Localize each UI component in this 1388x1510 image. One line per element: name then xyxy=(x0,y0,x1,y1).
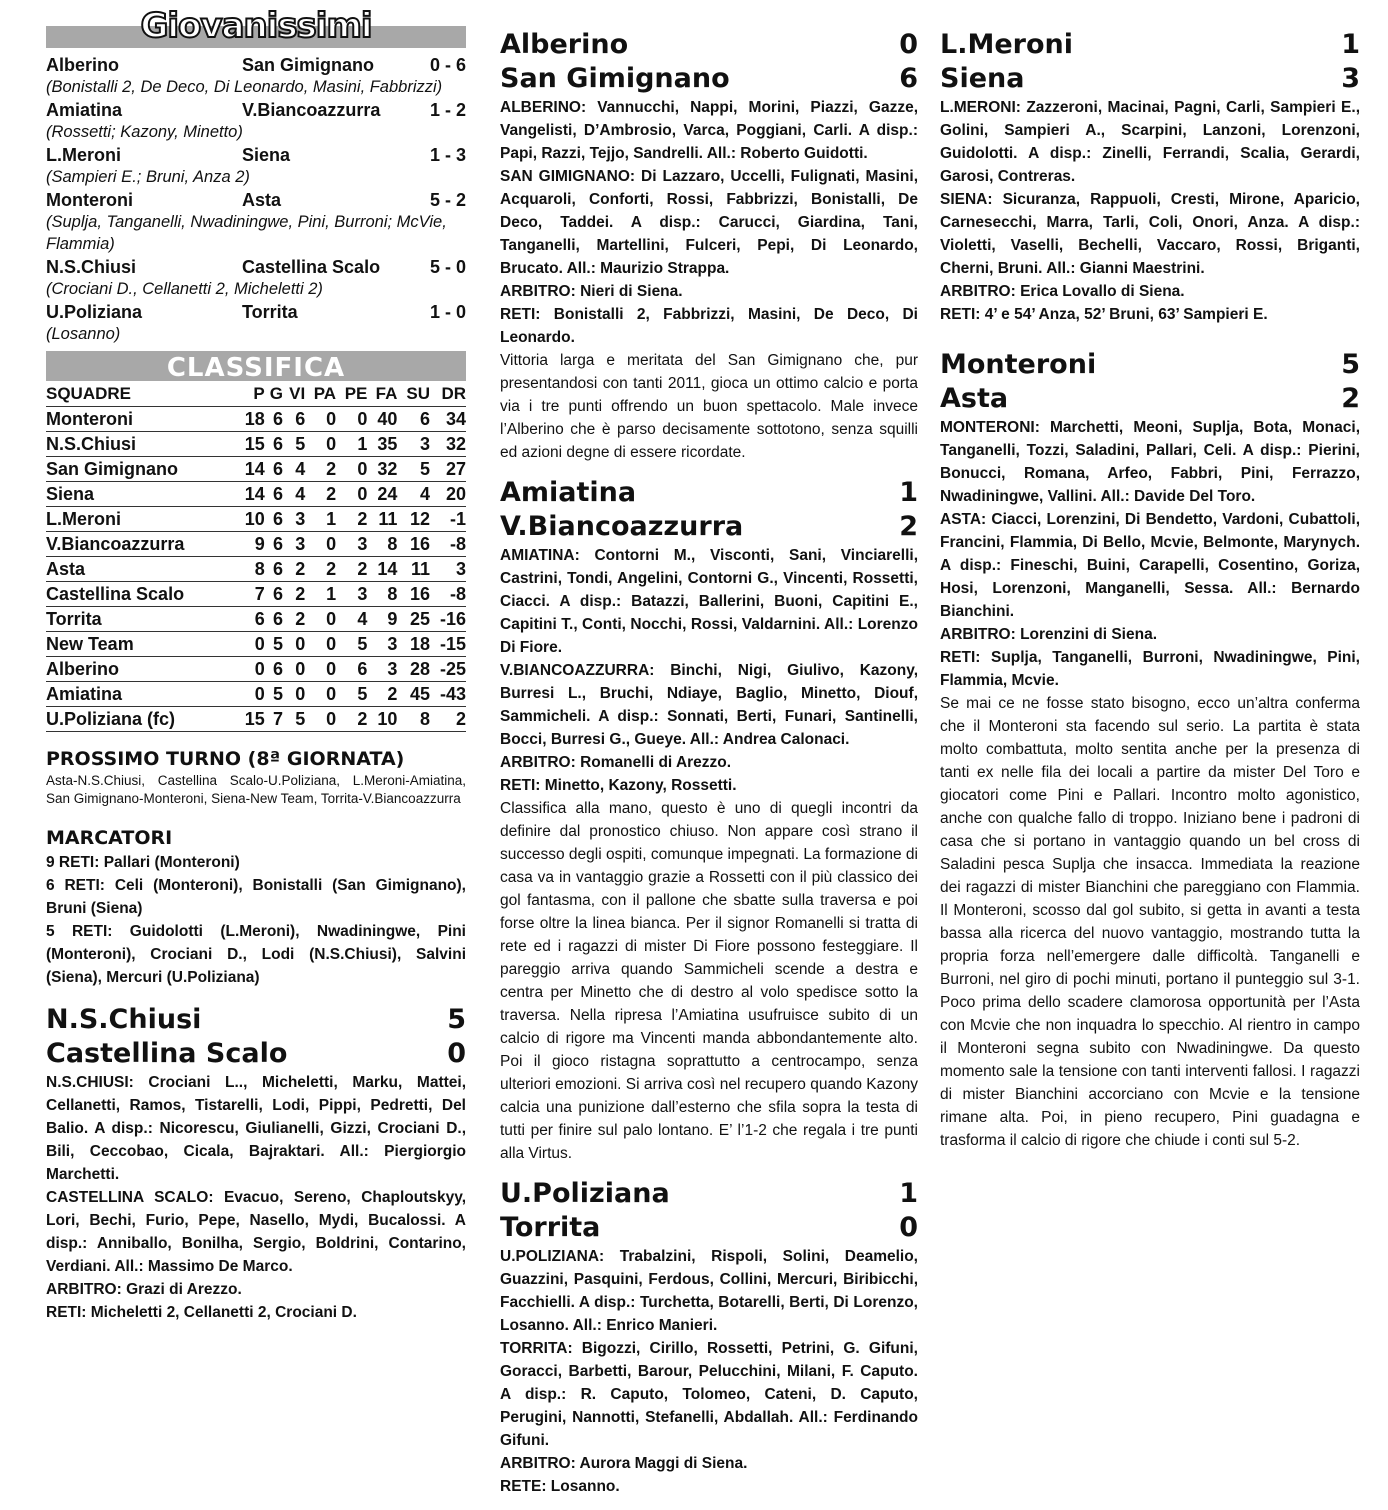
results-list xyxy=(46,54,466,345)
standings-cell: 2 xyxy=(283,557,305,582)
standings-cell: 3 xyxy=(336,532,367,557)
match-home-line xyxy=(500,476,918,510)
standings-cell: U.Poliziana (fc) xyxy=(46,707,237,732)
standings-row xyxy=(46,582,466,607)
match-home-team: Amiatina xyxy=(500,477,637,508)
standings-cell: Torrita xyxy=(46,607,237,632)
standings-cell: 45 xyxy=(397,682,430,707)
standings-cell: 3 xyxy=(336,582,367,607)
standings-cell: 35 xyxy=(367,432,397,457)
standings-cell: 2 xyxy=(430,707,466,732)
result-away-team: San Gimignano xyxy=(242,55,375,75)
standings-cell: 16 xyxy=(397,532,430,557)
standings-cell: 34 xyxy=(430,407,466,432)
standings-cell: Castellina Scalo xyxy=(46,582,237,607)
match-home-score: 1 xyxy=(899,477,918,508)
standings-cell: 6 xyxy=(265,457,283,482)
result-away-team: Asta xyxy=(242,190,282,210)
match-away-team: Asta xyxy=(940,383,1009,414)
standings-cell: 32 xyxy=(367,457,397,482)
standings-cell: 0 xyxy=(305,607,336,632)
match-away-line xyxy=(500,1211,918,1245)
result-home-team: L.Meroni xyxy=(46,145,121,165)
match-home-line xyxy=(940,348,1360,382)
match-report xyxy=(500,28,918,464)
standings-cell: 4 xyxy=(283,457,305,482)
standings-cell: 4 xyxy=(397,482,430,507)
standings-cell: 1 xyxy=(336,432,367,457)
result-row xyxy=(46,256,466,278)
standings-cell: 6 xyxy=(336,657,367,682)
match-home-team: Monteroni xyxy=(940,349,1097,380)
match-lineup-paragraph: TORRITA: Bigozzi, Cirillo, Rossetti, Petrini, G. Gifuni, Goracci, Barbetti, Barour, Pelucchini, Milani, F. Caputo. A disp.: R. Caputo, Tolomeo, Cateni, D. Caputo, Perugini, Nannotti, Stefanelli, Abdallah. All.: Ferdinando Gifuni. xyxy=(500,1340,918,1449)
standings-cell: Monteroni xyxy=(46,407,237,432)
standings-cell: 0 xyxy=(305,657,336,682)
standings-cell: 6 xyxy=(265,407,283,432)
match-away-score: 6 xyxy=(899,63,918,94)
match-away-line xyxy=(940,62,1360,96)
match-lineup-paragraph: SIENA: Sicuranza, Rappuoli, Cresti, Mirone, Aparicio, Carnesecchi, Marra, Tarli, Coli, Onori, Anza. A disp.: Violetti, Vaselli, Bechelli, Vaccaro, Rossi, Briganti, Cherni, Bruni. All.: Gianni Maestrini. xyxy=(940,191,1360,277)
standings-cell: 1 xyxy=(305,507,336,532)
match-away-score: 2 xyxy=(1341,383,1360,414)
result-away-team: Castellina Scalo xyxy=(242,257,381,277)
standings-cell: 12 xyxy=(397,507,430,532)
standings-cell: 0 xyxy=(305,432,336,457)
match-away-score: 2 xyxy=(899,511,918,542)
standings-cell: 0 xyxy=(305,407,336,432)
match-home-score: 1 xyxy=(1341,29,1360,60)
standings-cell: 14 xyxy=(367,557,397,582)
column-left xyxy=(46,0,466,1336)
match-home-line xyxy=(940,28,1360,62)
match-home-score: 1 xyxy=(899,1178,918,1209)
standings-cell: Siena xyxy=(46,482,237,507)
result-scorers: (Crociani D., Cellanetti 2, Micheletti 2) xyxy=(46,280,323,298)
standings-cell: 4 xyxy=(336,607,367,632)
standings-cell: 5 xyxy=(265,632,283,657)
next-round-text: Asta-N.S.Chiusi, Castellina Scalo-U.Poliziana, L.Meroni-Amiatina, San Gimignano-Monteroni, Siena-New Team, Torrita-V.Biancoazzurra xyxy=(46,773,466,806)
standings-header-cell: SQUADRE xyxy=(46,382,237,407)
standings-header-cell: PE xyxy=(336,382,367,407)
match-lineup-paragraph: V.BIANCOAZZURRA: Binchi, Nigi, Giulivo, Kazony, Burresi L., Bruchi, Ndiaye, Baglio, Minetto, Diouf, Sammicheli. A disp.: Sonnati, Berti, Funari, Santinelli, Bocci, Burresi G., Gueye. All.: Andrea Calonaci. xyxy=(500,662,918,748)
standings-cell: 2 xyxy=(367,682,397,707)
match-lineup-paragraph: ARBITRO: Romanelli di Arezzo. xyxy=(500,754,732,771)
standings-cell: 0 xyxy=(237,632,265,657)
result-home-team: Monteroni xyxy=(46,190,133,210)
match-lineup-paragraph: RETE: Losanno. xyxy=(500,1478,620,1495)
result-score: 5 - 0 xyxy=(429,257,466,277)
standings-cell: 7 xyxy=(237,582,265,607)
match-lineup-paragraph: RETI: Micheletti 2, Cellanetti 2, Crociani D. xyxy=(46,1304,357,1321)
standings-cell: 2 xyxy=(305,457,336,482)
match-lineup-paragraph: ASTA: Ciacci, Lorenzini, Di Bendetto, Vardoni, Cubattoli, Francini, Flammia, Di Bello, Mcvie, Belmonte, Marynych. A disp.: Fineschi, Buini, Carapelli, Cosentino, Goriza, Hosi, Lorenzoni, Manganelli, Sessa. All.: Bernardo Bianchini. xyxy=(940,511,1360,620)
standings-cell: San Gimignano xyxy=(46,457,237,482)
result-row xyxy=(46,189,466,211)
standings-header-cell: VI xyxy=(283,382,305,407)
match-away-line xyxy=(500,62,918,96)
standings-cell: 8 xyxy=(367,582,397,607)
standings-cell: 5 xyxy=(283,432,305,457)
standings-cell: 5 xyxy=(336,632,367,657)
standings-cell: V.Biancoazzurra xyxy=(46,532,237,557)
standings-cell: 0 xyxy=(283,632,305,657)
standings-cell: 9 xyxy=(237,532,265,557)
match-report xyxy=(940,28,1360,326)
result-away-team: Siena xyxy=(242,145,291,165)
standings-cell: 20 xyxy=(430,482,466,507)
standings-cell: 5 xyxy=(265,682,283,707)
match-report-text: Vittoria larga e meritata del San Gimignano che, pur presentandosi con tanti 2011, gioca un ottimo calcio e porta via i tre punti offrendo un buon spettacolo. Male invece l’Alberino che è parso decisamente sottotono, senza squilli ed azioni degne di essere ricordate. xyxy=(500,352,918,461)
column-middle xyxy=(500,28,918,1510)
match-home-line xyxy=(500,28,918,62)
scorers-title: MARCATORI xyxy=(46,827,173,849)
match-home-team: U.Poliziana xyxy=(500,1178,670,1209)
standings-cell: 5 xyxy=(283,707,305,732)
match-lineup-paragraph: RETI: Bonistalli 2, Fabbrizzi, Masini, De Deco, Di Leonardo. xyxy=(500,306,918,346)
match-home-score: 5 xyxy=(447,1004,466,1035)
match-report xyxy=(500,476,918,1165)
standings-cell: 0 xyxy=(237,657,265,682)
standings-header-cell: DR xyxy=(430,382,466,407)
standings-cell: 2 xyxy=(283,582,305,607)
standings-row xyxy=(46,532,466,557)
section-title: Giovanissimi xyxy=(140,6,372,46)
standings-cell: 6 xyxy=(265,582,283,607)
match-report-text: Se mai ce ne fosse stato bisogno, ecco un’altra conferma che il Monteroni sta facendo sul serio. La partita è stata molto combattuta, molto sentita anche per la presenza di tanti ex nelle fila dei locali a partire da mister Del Toro e giocatori come Pini e Pallari. Incontro molto agonistico, anche con qualche fallo di troppo. Iniziano bene i padroni di casa che si portano in vantaggio quando un bel cross di Saladini pesca Suplja che insacca. Immediata la reazione dei ragazzi di mister Bianchini che pareggiano con Flammia. Il Monteroni, scosso dal gol subito, si getta in avanti a testa bassa alla ricerca del nuovo vantaggio, mostrando tutta la propria forza nell’emergere dalle difficoltà. Tanganelli e Burroni, nel giro di pochi minuti, portano il punteggio sul 3-1. Poco prima dello scadere clamorosa opportunità per l’Asta con Mcvie che non inquadra lo specchio. Al rientro in campo il Monteroni segna subito con Nwadiningwe. Da questo momento sale la tensione con tanti interventi fallosi. I ragazzi di mister Bianchini accorciano con Mcvie e la tensione rimane alta. Poi, in pieno recupero, Pini guadagna e trasforma il calcio di rigore che chiude i conti sul 5-2. xyxy=(940,695,1360,1149)
standings-cell: 28 xyxy=(397,657,430,682)
result-row xyxy=(46,144,466,166)
standings-cell: 10 xyxy=(237,507,265,532)
standings-cell: 0 xyxy=(283,682,305,707)
match-report xyxy=(500,1177,918,1498)
standings-header-cell: FA xyxy=(367,382,397,407)
standings-cell: 3 xyxy=(430,557,466,582)
standings-cell: 8 xyxy=(237,557,265,582)
standings-cell: 1 xyxy=(305,582,336,607)
standings-table xyxy=(46,382,466,732)
standings-cell: 2 xyxy=(336,707,367,732)
standings-row xyxy=(46,657,466,682)
standings-cell: L.Meroni xyxy=(46,507,237,532)
standings-cell: 2 xyxy=(283,607,305,632)
standings-cell: 6 xyxy=(265,532,283,557)
match-lineup-paragraph: SAN GIMIGNANO: Di Lazzaro, Uccelli, Fulignati, Masini, Acquaroli, Conforti, Rossi, Fabbrizzi, Bonistalli, De Deco, Taddei. A disp.: Carucci, Giardina, Tani, Tanganelli, Martellini, Fulceri, Pepi, Di Leonardo, Brucato. All.: Maurizio Strappa. xyxy=(500,168,918,277)
result-row xyxy=(46,301,466,323)
match-lineup-paragraph: U.POLIZIANA: Trabalzini, Rispoli, Solini, Deamelio, Guazzini, Pasquini, Ferdous, Collini, Mercuri, Biribicchi, Facchielli. A disp.: Turchetta, Botarelli, Berti, Di Lorenzo, Losanno. All.: Enrico Manieri. xyxy=(500,1248,918,1334)
match-lineup-paragraph: ALBERINO: Vannucchi, Nappi, Morini, Piazzi, Gazze, Vangelisti, D’Ambrosio, Varca, Poggiani, Carli. A disp.: Papi, Razzi, Tejjo, Sandrelli. All.: Roberto Guidotti. xyxy=(500,99,918,162)
standings-cell: 18 xyxy=(237,407,265,432)
standings-cell: -1 xyxy=(430,507,466,532)
result-scorers: (Losanno) xyxy=(46,325,121,343)
standings-cell: 6 xyxy=(265,657,283,682)
scorers-line: 5 RETI: Guidolotti (L.Meroni), Nwadiningwe, Pini (Monteroni), Crociani D., Lodi (N.S.Chiusi), Salvini (Siena), Mercuri (U.Poliziana) xyxy=(46,923,466,986)
match-home-team: L.Meroni xyxy=(940,29,1073,60)
result-score: 0 - 6 xyxy=(429,55,466,75)
result-scorers: (Bonistalli 2, De Deco, Di Leonardo, Masini, Fabbrizzi) xyxy=(46,78,443,96)
standings-cell: 14 xyxy=(237,457,265,482)
match-report-text: Classifica alla mano, questo è uno di quegli incontri da definire dal pronostico chiuso. Non appare così strano il successo degli ospiti, comunque impegnati. La formazione di casa va in vantaggio grazie a Rossetti con il più classico dei gol fantasma, con il pallone che sbatte sulla traversa e poi forse oltre la linea bianca. Per il signor Romanelli si tratta di rete ed i ragazzi di mister Di Fiore possono festeggiare. Il pareggio arriva quando Sammicheli scende a destra e centra per Minetto che di destro al volo spedisce sotto la traversa. Nella ripresa l’Amiatina usufruisce subito di un calcio di rigore ma Vincenti manda abbondantemente alto. Poi il gioco ristagna soprattutto a centrocampo, senza ulteriori emozioni. Si arriva così nel recupero quando Kazony calcia una punizione dall’esterno che sfila sopra la testa di tutti per finire sul palo lontano. E’ l’1-2 che regala i tre punti alla Virtus. xyxy=(500,800,918,1162)
standings-cell: 18 xyxy=(397,632,430,657)
standings-cell: 6 xyxy=(265,607,283,632)
standings-cell: 8 xyxy=(397,707,430,732)
standings-cell: 27 xyxy=(430,457,466,482)
match-away-score: 0 xyxy=(899,1212,918,1243)
match-home-score: 5 xyxy=(1341,349,1360,380)
standings-cell: 2 xyxy=(305,557,336,582)
standings-cell: 3 xyxy=(367,657,397,682)
standings-header-cell: P xyxy=(237,382,265,407)
standings-cell: 24 xyxy=(367,482,397,507)
standings-row xyxy=(46,707,466,732)
standings-cell: -8 xyxy=(430,582,466,607)
standings-cell: 0 xyxy=(305,532,336,557)
standings-row xyxy=(46,632,466,657)
next-round-title: PROSSIMO TURNO (8ª GIORNATA) xyxy=(46,748,405,770)
standings-row xyxy=(46,557,466,582)
result-row xyxy=(46,99,466,121)
result-scorers: (Rossetti; Kazony, Minetto) xyxy=(46,123,243,141)
match-lineup-paragraph: RETI: 4’ e 54’ Anza, 52’ Bruni, 63’ Sampieri E. xyxy=(940,306,1268,323)
standings-cell: 2 xyxy=(336,507,367,532)
match-lineup-paragraph: ARBITRO: Erica Lovallo di Siena. xyxy=(940,283,1185,300)
standings-cell: 9 xyxy=(367,607,397,632)
result-home-team: N.S.Chiusi xyxy=(46,257,137,277)
standings-cell: Alberino xyxy=(46,657,237,682)
standings-cell: 40 xyxy=(367,407,397,432)
result-home-team: Alberino xyxy=(46,55,120,75)
standings-cell: 0 xyxy=(237,682,265,707)
match-away-line xyxy=(500,510,918,544)
standings-title: CLASSIFICA xyxy=(46,351,466,381)
standings-row xyxy=(46,482,466,507)
standings-cell: 6 xyxy=(283,407,305,432)
match-home-score: 0 xyxy=(899,29,918,60)
standings-cell: 6 xyxy=(265,557,283,582)
result-home-team: Amiatina xyxy=(46,100,123,120)
standings-cell: 0 xyxy=(336,407,367,432)
match-lineup-paragraph: AMIATINA: Contorni M., Visconti, Sani, Vinciarelli, Castrini, Tondi, Angelini, Contorni G., Vincenti, Rossetti, Ciacci. A disp.: Batazzi, Ballerini, Buoni, Capitini E., Capitini T., Conti, Nocchi, Rossi, Valdarnini. All.: Lorenzo Di Fiore. xyxy=(500,547,918,656)
result-score: 1 - 0 xyxy=(429,302,466,322)
match-home-line xyxy=(500,1177,918,1211)
result-row xyxy=(46,54,466,76)
standings-cell: 0 xyxy=(305,707,336,732)
standings-header-cell: G xyxy=(265,382,283,407)
standings-cell: -16 xyxy=(430,607,466,632)
standings-cell: 3 xyxy=(397,432,430,457)
standings-row xyxy=(46,457,466,482)
match-away-score: 0 xyxy=(447,1038,466,1069)
scorers-line: 6 RETI: Celi (Monteroni), Bonistalli (San Gimignano), Bruni (Siena) xyxy=(46,877,466,917)
standings-cell: 3 xyxy=(367,632,397,657)
standings-cell: 5 xyxy=(397,457,430,482)
standings-cell: 2 xyxy=(305,482,336,507)
standings-cell: 32 xyxy=(430,432,466,457)
standings-row xyxy=(46,607,466,632)
standings-cell: 6 xyxy=(237,607,265,632)
standings-cell: 0 xyxy=(305,632,336,657)
standings-cell: 3 xyxy=(283,532,305,557)
result-away-team: V.Biancoazzurra xyxy=(242,100,381,120)
standings-cell: N.S.Chiusi xyxy=(46,432,237,457)
standings-row xyxy=(46,407,466,432)
match-lineup-paragraph: RETI: Minetto, Kazony, Rossetti. xyxy=(500,777,737,794)
match-lineup-paragraph: ARBITRO: Nieri di Siena. xyxy=(500,283,683,300)
result-score: 1 - 3 xyxy=(429,145,466,165)
result-score: 1 - 2 xyxy=(429,100,466,120)
result-away-team: Torrita xyxy=(242,302,298,322)
standings-cell: Amiatina xyxy=(46,682,237,707)
standings-header-cell: SU xyxy=(397,382,430,407)
standings-cell: 5 xyxy=(336,682,367,707)
standings-cell: 15 xyxy=(237,707,265,732)
standings-header-row xyxy=(46,382,466,407)
standings-cell: -8 xyxy=(430,532,466,557)
match-lineup-paragraph: ARBITRO: Grazi di Arezzo. xyxy=(46,1281,242,1298)
match-lineup-paragraph: ARBITRO: Lorenzini di Siena. xyxy=(940,626,1158,643)
standings-cell: 25 xyxy=(397,607,430,632)
standings-cell: 0 xyxy=(336,457,367,482)
standings-row xyxy=(46,682,466,707)
match-lineup-paragraph: RETI: Suplja, Tanganelli, Burroni, Nwadiningwe, Pini, Flammia, Mcvie. xyxy=(940,649,1360,689)
match-away-team: San Gimignano xyxy=(500,63,730,94)
standings-cell: 0 xyxy=(305,682,336,707)
standings-cell: -25 xyxy=(430,657,466,682)
match-away-team: Castellina Scalo xyxy=(46,1038,288,1069)
standings-cell: 6 xyxy=(265,432,283,457)
standings-cell: 6 xyxy=(397,407,430,432)
standings-cell: 6 xyxy=(265,482,283,507)
match-report xyxy=(940,348,1360,1152)
column-right xyxy=(940,28,1360,1164)
match-away-team: Torrita xyxy=(500,1212,601,1243)
standings-cell: 11 xyxy=(397,557,430,582)
match-away-score: 3 xyxy=(1341,63,1360,94)
standings-row xyxy=(46,507,466,532)
match-lineup-paragraph: CASTELLINA SCALO: Evacuo, Sereno, Chaploutskyy, Lori, Bechi, Furio, Pepe, Nasello, Mydi, Bucalossi. A disp.: Anniballo, Bonilha, Sergio, Boldrini, Contarino, Verdiani. All.: Massimo De Marco. xyxy=(46,1189,466,1275)
result-scorers: (Sampieri E.; Bruni, Anza 2) xyxy=(46,168,250,186)
match-home-line xyxy=(46,1003,466,1037)
match-away-team: Siena xyxy=(940,63,1025,94)
match-home-team: N.S.Chiusi xyxy=(46,1004,202,1035)
standings-header-cell: PA xyxy=(305,382,336,407)
match-lineup-paragraph: ARBITRO: Aurora Maggi di Siena. xyxy=(500,1455,748,1472)
standings-cell: 15 xyxy=(237,432,265,457)
standings-cell: 8 xyxy=(367,532,397,557)
match-lineup-paragraph: MONTERONI: Marchetti, Meoni, Suplja, Bota, Monaci, Tanganelli, Tozzi, Saladini, Pallari, Celi. A disp.: Pierini, Bonucci, Romana, Arfeo, Fabbri, Pini, Ferrazzo, Nwadiningwe, Vallini. All.: Davide Del Toro. xyxy=(940,419,1360,505)
standings-cell: 0 xyxy=(283,657,305,682)
standings-row xyxy=(46,432,466,457)
match-away-team: V.Biancoazzurra xyxy=(500,511,744,542)
standings-cell: 6 xyxy=(265,507,283,532)
standings-cell: 3 xyxy=(283,507,305,532)
match-report xyxy=(46,1003,466,1324)
standings-cell: 11 xyxy=(367,507,397,532)
result-home-team: U.Poliziana xyxy=(46,302,143,322)
match-lineup-paragraph: L.MERONI: Zazzeroni, Macinai, Pagni, Carli, Sampieri E., Golini, Sampieri A., Scarpini, Lanzoni, Lorenzoni, Guidolotti. A disp.: Zinelli, Ferrandi, Scalia, Gerardi, Garosi, Contreras. xyxy=(940,99,1360,185)
result-score: 5 - 2 xyxy=(429,190,466,210)
standings-cell: 4 xyxy=(283,482,305,507)
standings-cell: Asta xyxy=(46,557,237,582)
scorers-list xyxy=(46,851,466,989)
standings-cell: 0 xyxy=(336,482,367,507)
result-scorers: (Suplja, Tanganelli, Nwadiningwe, Pini, Burroni; McVie, Flammia) xyxy=(46,213,447,253)
standings-cell: New Team xyxy=(46,632,237,657)
standings-cell: 14 xyxy=(237,482,265,507)
match-away-line xyxy=(940,382,1360,416)
standings-cell: 10 xyxy=(367,707,397,732)
standings-cell: 7 xyxy=(265,707,283,732)
standings-cell: 16 xyxy=(397,582,430,607)
scorers-line: 9 RETI: Pallari (Monteroni) xyxy=(46,854,240,871)
match-away-line xyxy=(46,1037,466,1071)
section-header-band xyxy=(46,6,466,48)
standings-cell: 2 xyxy=(336,557,367,582)
standings-cell: -43 xyxy=(430,682,466,707)
standings-cell: -15 xyxy=(430,632,466,657)
match-lineup-paragraph: N.S.CHIUSI: Crociani L.., Micheletti, Marku, Mattei, Cellanetti, Ramos, Tistarelli, Lodi, Pippi, Pedretti, Del Balio. A disp.: Nicorescu, Giulianelli, Gizzi, Crociani D., Bili, Ceccobao, Cicala, Bajraktari. All.: Piergiorgio Marchetti. xyxy=(46,1074,466,1183)
match-home-team: Alberino xyxy=(500,29,629,60)
